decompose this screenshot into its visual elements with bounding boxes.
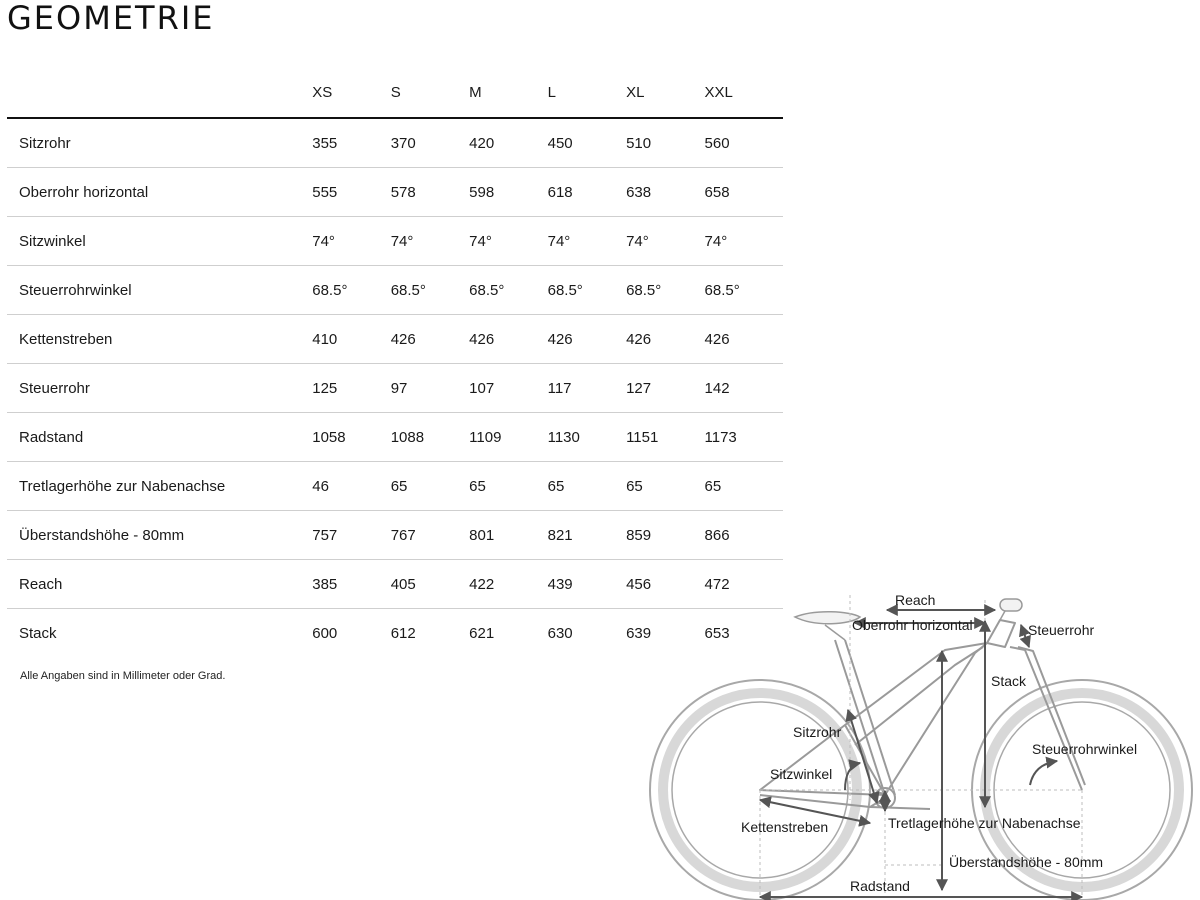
row-label: Steuerrohr xyxy=(7,364,312,413)
label-stack: Stack xyxy=(991,673,1027,689)
table-row xyxy=(7,266,783,315)
label-steuerrohr: Steuerrohr xyxy=(1028,622,1095,638)
cell-value: 658 xyxy=(705,168,783,217)
cell-value: 801 xyxy=(469,511,547,560)
cell-value: 1151 xyxy=(626,413,704,462)
cell-value: 68.5° xyxy=(705,266,783,315)
footnote: Alle Angaben sind in Millimeter oder Grad. xyxy=(20,670,226,682)
cell-value: 621 xyxy=(469,624,495,642)
cell-value: 422 xyxy=(469,560,547,609)
cell-value: 472 xyxy=(705,560,783,609)
cell-value: 65 xyxy=(705,462,783,511)
cell-value: 598 xyxy=(469,168,547,217)
row-label: Sitzrohr xyxy=(7,118,312,168)
size-header-l: L xyxy=(548,67,626,118)
cell-value: 107 xyxy=(469,364,547,413)
cell-value: 426 xyxy=(391,315,469,364)
cell-value: 74° xyxy=(548,217,626,266)
cell-value: 600 xyxy=(312,624,338,642)
size-header-xl: XL xyxy=(626,67,704,118)
cell-value: 456 xyxy=(626,560,704,609)
cell-value: 612 xyxy=(390,624,416,642)
cell-value: 68.5° xyxy=(312,266,390,315)
cell-value: 578 xyxy=(391,168,469,217)
page-title: GEOMETRIE xyxy=(7,0,215,37)
cell-value: 125 xyxy=(312,364,390,413)
cell-value: 439 xyxy=(548,560,626,609)
row-label: Tretlagerhöhe zur Nabenachse xyxy=(7,462,312,511)
cell-value: 866 xyxy=(705,511,783,560)
cell-value: 426 xyxy=(469,315,547,364)
cell-value: 653 xyxy=(704,624,730,642)
cell-value: 560 xyxy=(705,118,783,168)
row-label: Reach xyxy=(7,560,312,609)
cell-value: 767 xyxy=(391,511,469,560)
table-header-row xyxy=(7,67,783,118)
cell-value: 638 xyxy=(626,168,704,217)
cell-value: 46 xyxy=(312,462,390,511)
size-header-m: M xyxy=(469,67,547,118)
cell-value: 74° xyxy=(705,217,783,266)
bike-geometry-diagram xyxy=(645,585,1197,900)
cell-value: 74° xyxy=(626,217,704,266)
table-row xyxy=(7,413,783,462)
cell-value: 426 xyxy=(548,315,626,364)
cell-value: 410 xyxy=(312,315,390,364)
row-label: Oberrohr horizontal xyxy=(7,168,312,217)
label-radstand: Radstand xyxy=(850,878,910,894)
cell-value: 355 xyxy=(312,118,390,168)
table-row xyxy=(7,462,783,511)
row-label: Stack xyxy=(19,624,57,642)
table-row xyxy=(7,364,783,413)
cell-value: 1058 xyxy=(312,413,390,462)
row-label: Radstand xyxy=(7,413,312,462)
cell-value: 142 xyxy=(705,364,783,413)
cell-value: 74° xyxy=(391,217,469,266)
cell-value: 117 xyxy=(548,364,626,413)
cell-value: 127 xyxy=(626,364,704,413)
cell-value: 74° xyxy=(469,217,547,266)
cell-value: 630 xyxy=(547,624,573,642)
cell-value: 821 xyxy=(548,511,626,560)
cell-value: 1130 xyxy=(548,413,626,462)
cell-value: 68.5° xyxy=(626,266,704,315)
cell-value: 74° xyxy=(312,217,390,266)
label-reach: Reach xyxy=(895,592,936,608)
label-sitzrohr: Sitzrohr xyxy=(793,724,842,740)
label-ueberstandshoehe: Überstandshöhe - 80mm xyxy=(949,854,1104,870)
table-row xyxy=(7,118,783,168)
cell-value: 450 xyxy=(548,118,626,168)
row-label: Kettenstreben xyxy=(7,315,312,364)
cell-value: 859 xyxy=(626,511,704,560)
cell-value: 426 xyxy=(626,315,704,364)
cell-value: 426 xyxy=(705,315,783,364)
cell-value: 68.5° xyxy=(469,266,547,315)
table-row xyxy=(7,168,783,217)
handlebar xyxy=(1000,599,1022,620)
label-sitzwinkel: Sitzwinkel xyxy=(770,766,833,782)
row-label: Überstandshöhe - 80mm xyxy=(7,511,312,560)
geometry-table xyxy=(7,67,783,657)
table-header-label xyxy=(7,67,312,118)
table-row xyxy=(7,217,783,266)
cell-value: 68.5° xyxy=(548,266,626,315)
size-header-s: S xyxy=(391,67,469,118)
cell-value: 757 xyxy=(312,511,390,560)
cell-value: 420 xyxy=(469,118,547,168)
label-steuerrohrwinkel: Steuerrohrwinkel xyxy=(1032,741,1138,757)
cell-value: 370 xyxy=(391,118,469,168)
row-label: Steuerrohrwinkel xyxy=(7,266,312,315)
cell-value: 68.5° xyxy=(391,266,469,315)
cell-value: 639 xyxy=(626,624,652,642)
cell-value: 385 xyxy=(312,560,390,609)
cell-value: 65 xyxy=(626,462,704,511)
cell-value: 1109 xyxy=(469,413,547,462)
cell-value: 618 xyxy=(548,168,626,217)
label-oberrohr-horizontal: Oberrohr horizontal xyxy=(852,617,973,633)
cell-value: 65 xyxy=(548,462,626,511)
size-header-xs: XS xyxy=(312,67,390,118)
cell-value: 65 xyxy=(469,462,547,511)
label-kettenstreben: Kettenstreben xyxy=(741,819,829,835)
cell-value: 405 xyxy=(391,560,469,609)
table-row xyxy=(7,315,783,364)
size-header-xxl: XXL xyxy=(705,67,783,118)
label-tretlagerhoehe: Tretlagerhöhe zur Nabenachse xyxy=(888,815,1081,831)
cell-value: 1173 xyxy=(705,413,783,462)
cell-value: 97 xyxy=(391,364,469,413)
cell-value: 1088 xyxy=(391,413,469,462)
cell-value: 555 xyxy=(312,168,390,217)
cell-value: 65 xyxy=(391,462,469,511)
row-label: Sitzwinkel xyxy=(7,217,312,266)
cell-value: 510 xyxy=(626,118,704,168)
table-row xyxy=(7,511,783,560)
